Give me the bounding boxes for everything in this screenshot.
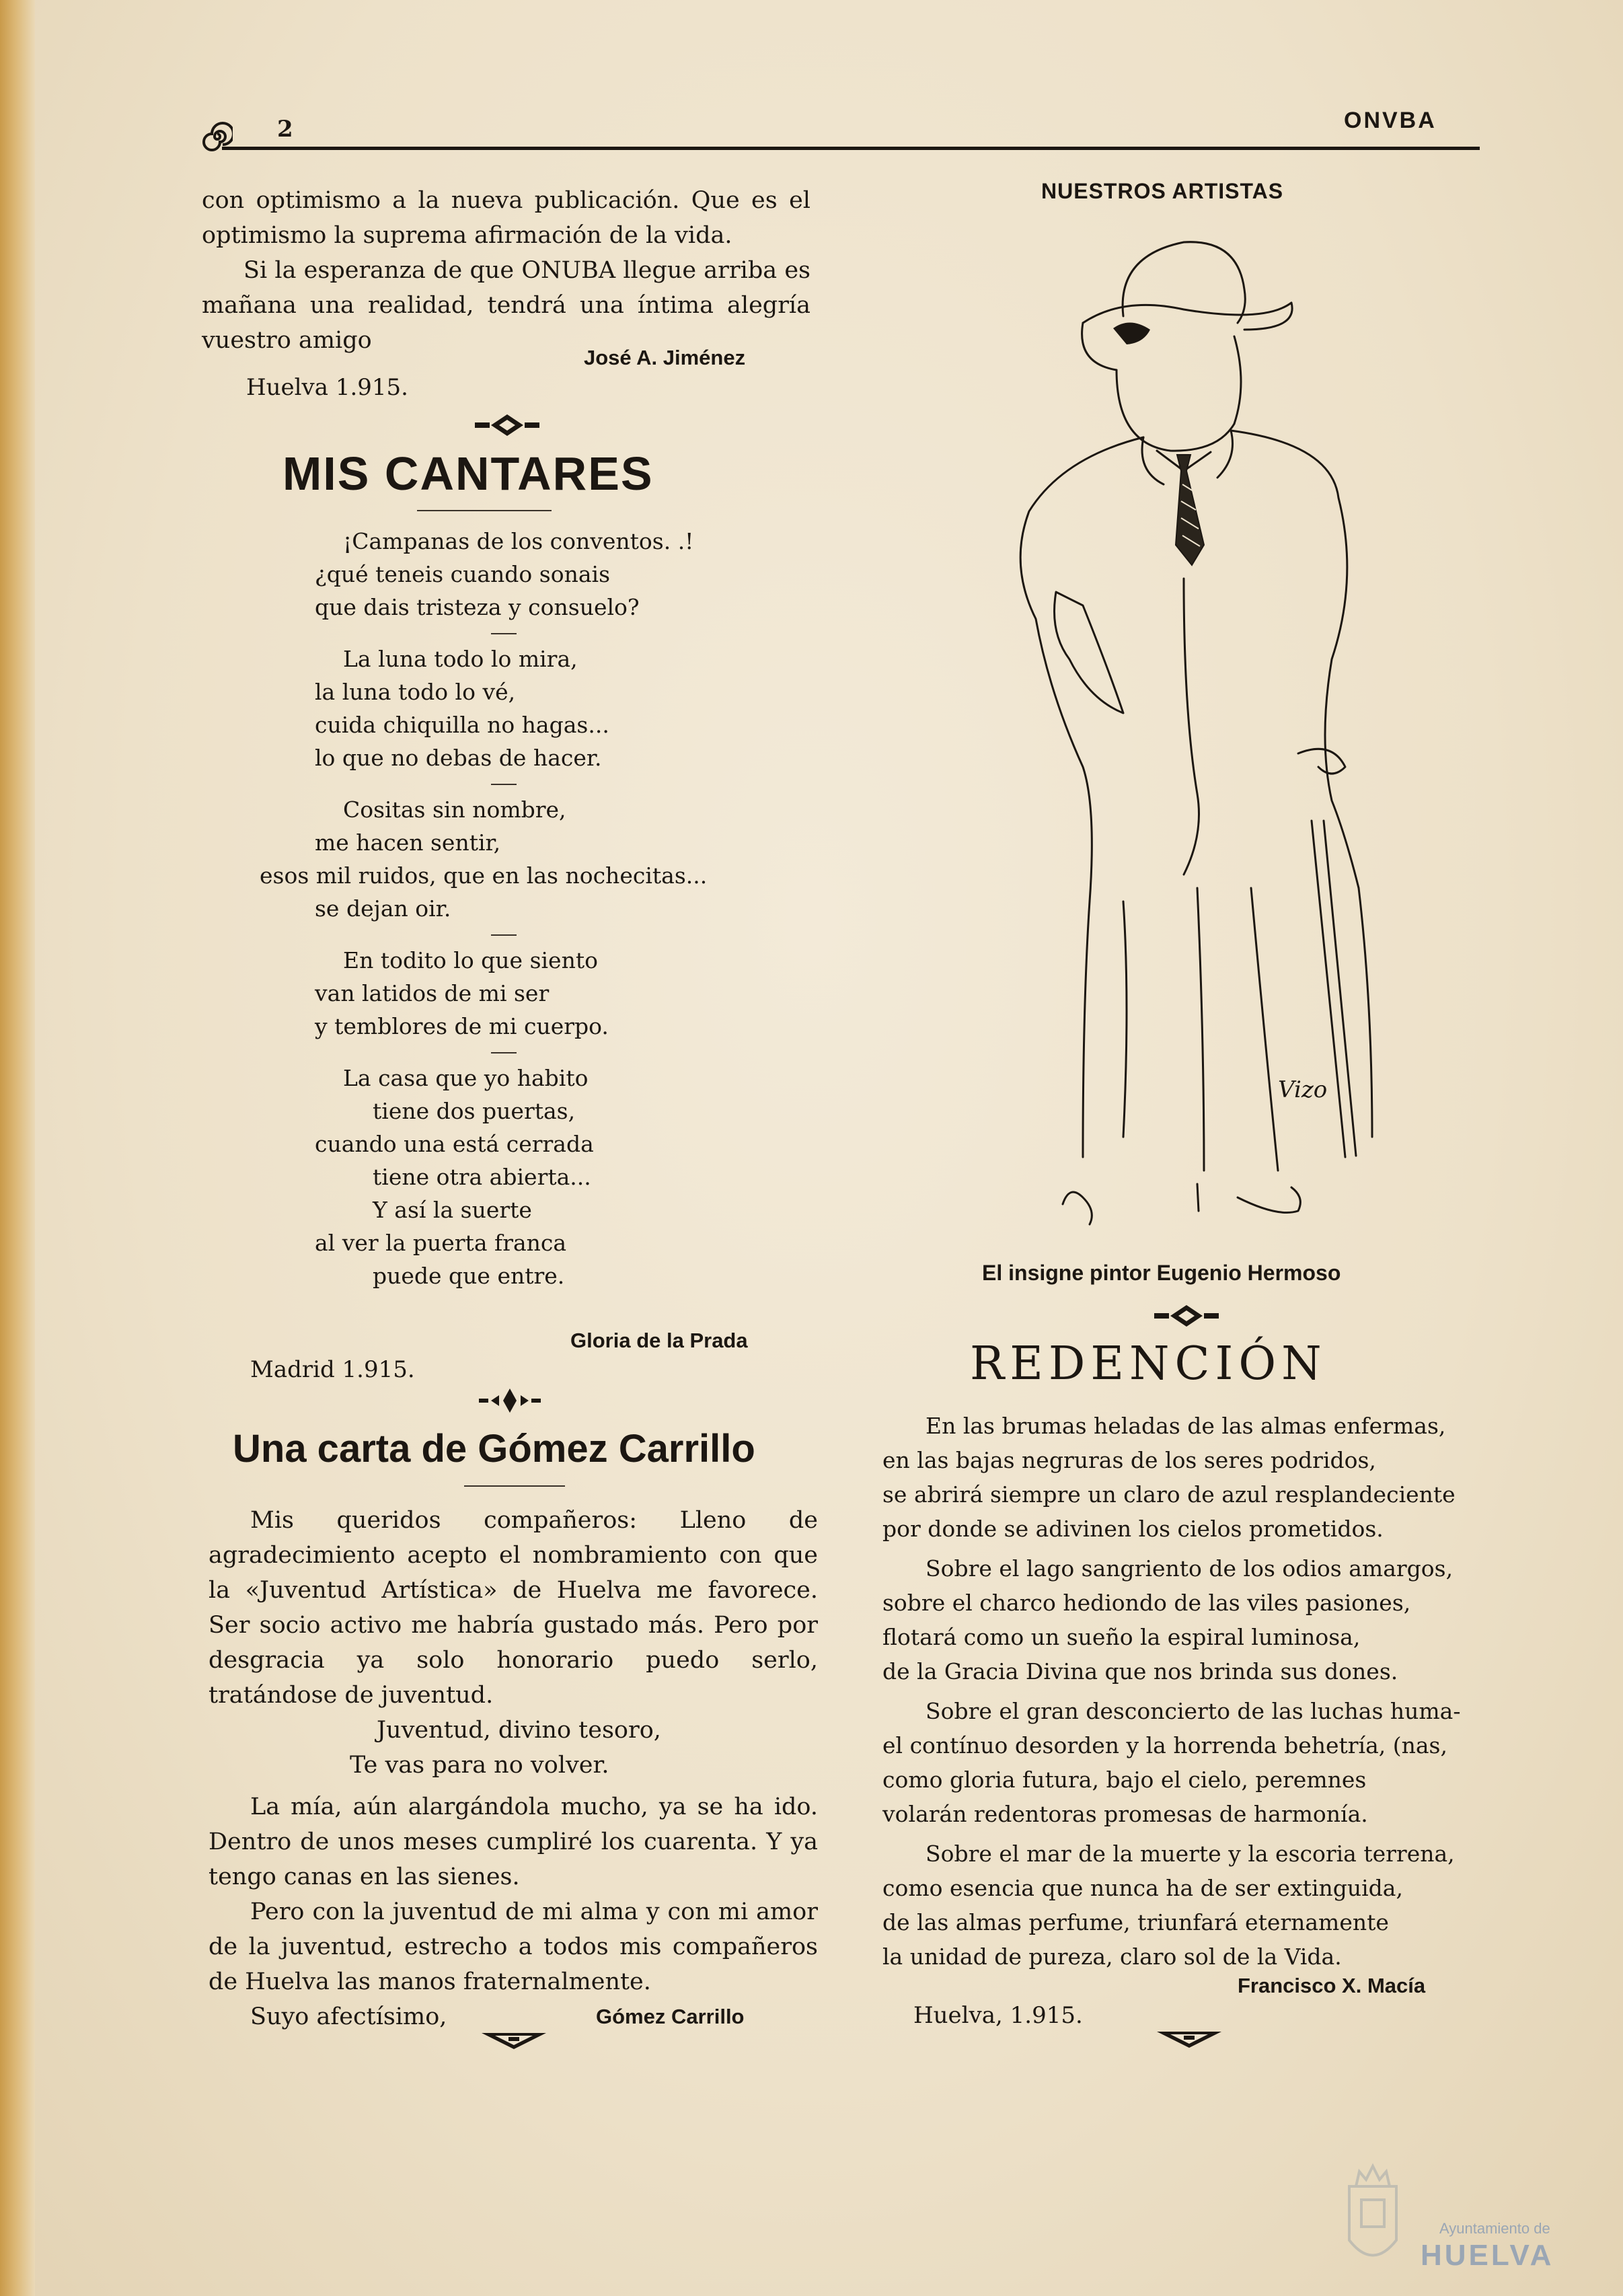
city-crest-watermark-icon [1343,2159,1403,2274]
end-ornament-icon [482,2030,546,2050]
redencion-dateline: Huelva, 1.915. [913,2002,1083,2029]
verse-line: Sobre el lago sangriento de los odios amargos, [926,1555,1454,1582]
verse-line: sobre el charco hediondo de las viles pasiones, [882,1590,1411,1616]
verse-line: el contínuo desorden y la horrenda behetría, (nas, [882,1732,1447,1758]
verse-line: la unidad de pureza, claro sol de la Vida. [882,1943,1342,1970]
redencion-signature: Francisco X. Macía [1238,1974,1426,1997]
redencion-title: REDENCIÓN [970,1337,1327,1391]
intro-dateline: Huelva 1.915. [246,374,408,401]
stanza-separator [491,1052,517,1053]
verse-line: de las almas perfume, triunfará eternamente [882,1909,1389,1935]
carta-title: Una carta de Gómez Carrillo [233,1427,755,1471]
mis-cantares-title: MIS CANTARES [282,447,654,500]
verse-line: volarán redentoras promesas de harmonía. [882,1801,1368,1827]
intro-paragraph-1: con optimismo a la nueva publicación. Que es el optimismo la suprema afirmación de la vida. [202,187,810,249]
verse-line: en las bajas negruras de los seres podridos, [882,1447,1376,1473]
verse-line: ¡Campanas de los conventos. .! [343,528,694,554]
end-ornament-icon [1157,2029,1221,2049]
carta-paragraph-3: Pero con la juventud de mi alma y con mi amor de la juventud, estrecho a todos mis compañeros de Huelva las manos fraternalmente. [209,1898,818,1995]
verse-line: esos mil ruidos, que en las nochecitas... [260,862,708,889]
verse-line: Y así la suerte [373,1197,532,1223]
journal-name: ONVBA [1344,108,1437,133]
verse-line: La luna todo lo mira, [343,646,578,672]
title-rule [464,1485,565,1487]
stanza-separator [491,784,517,785]
title-rule [417,510,552,511]
drawing-caption: El insigne pintor Eugenio Hermoso [982,1261,1341,1285]
carta-paragraph-1: Mis queridos compañeros: Lleno de agradecimiento acepto el nombramiento con que la «Juventud Artística» de Huelva me favorece. Ser socio activo me habría gustado más. Pero por desgracia ya solo honorario puedo serlo, tratándose de juventud. [209,1507,818,1709]
stanza-separator [491,633,517,634]
watermark-line2: HUELVA [1421,2239,1554,2272]
diamond-ornament-icon [1154,1304,1219,1328]
intro-signature: José A. Jiménez [584,346,746,369]
verse-line: Cositas sin nombre, [343,797,566,823]
verse-line: cuando una está cerrada [315,1131,594,1157]
verse-line: puede que entre. [373,1263,565,1289]
carta-paragraph-2: La mía, aún alargándola mucho, ya se ha ido. Dentro de unos meses cumpliré los cuarenta. Y ya tengo canas en las sienes. [209,1793,818,1890]
verse-line: En las brumas heladas de las almas enfermas, [926,1413,1446,1439]
artistas-section-title: NUESTROS ARTISTAS [1041,179,1284,203]
page-edge [0,0,35,2296]
redencion-poem [882,1409,1501,1974]
page-number: 2 [277,116,293,143]
verse-line: me hacen sentir, [315,829,501,856]
drawing-signature: Vizo [1278,1076,1328,1103]
intro-paragraph-2: Si la esperanza de que ONUBA llegue arriba es mañana una realidad, tendrá una íntima alegría vuestro amigo [202,257,810,354]
verse-line: cuida chiquilla no hagas... [315,712,609,738]
mis-cantares-poem [260,525,786,1292]
carta-signature: Gómez Carrillo [596,2005,745,2028]
diamond-ornament-icon [475,413,539,437]
verse-line: La casa que yo habito [343,1065,589,1091]
carta-quote-line: Juventud, divino tesoro, [377,1717,661,1744]
verse-line: la luna todo lo vé, [315,679,516,705]
stanza-separator [491,934,517,936]
verse-line: tiene otra abierta... [373,1164,591,1190]
verse-line: y temblores de mi cuerpo. [315,1013,609,1039]
carta-closing: Suyo afectísimo, [250,2003,447,2030]
verse-line: que dais tristeza y consuelo? [315,594,640,620]
verse-line: En todito lo que siento [343,947,598,973]
verse-line: como gloria futura, bajo el cielo, peremnes [882,1767,1367,1793]
verse-line: como esencia que nunca ha de ser extinguida, [882,1875,1403,1901]
header-rule [222,147,1480,150]
verse-line: al ver la puerta franca [315,1230,567,1256]
carta-quote-line: Te vas para no volver. [350,1752,609,1779]
verse-line: se abrirá siempre un claro de azul resplandeciente [882,1481,1456,1508]
artist-caricature-drawing [982,229,1412,1238]
verse-line: flotará como un sueño la espiral luminosa, [882,1624,1361,1650]
verse-line: lo que no debas de hacer. [315,745,602,771]
verse-line: se dejan oir. [315,895,451,922]
watermark-line1: Ayuntamiento de [1439,2220,1550,2237]
carta-body [209,1503,818,2034]
floral-ornament-icon [479,1386,541,1415]
verse-line: Sobre el gran desconcierto de las luchas huma- [926,1698,1461,1724]
verse-line: tiene dos puertas, [373,1098,576,1124]
verse-line: Sobre el mar de la muerte y la escoria terrena, [926,1841,1455,1867]
mis-cantares-dateline: Madrid 1.915. [250,1356,415,1383]
verse-line: ¿qué teneis cuando sonais [315,561,611,587]
verse-line: por donde se adivinen los cielos prometidos. [882,1516,1384,1542]
intro-letter [202,183,810,358]
verse-line: van latidos de mi ser [315,980,550,1006]
mis-cantares-signature: Gloria de la Prada [570,1329,748,1352]
verse-line: de la Gracia Divina que nos brinda sus dones. [882,1658,1398,1684]
